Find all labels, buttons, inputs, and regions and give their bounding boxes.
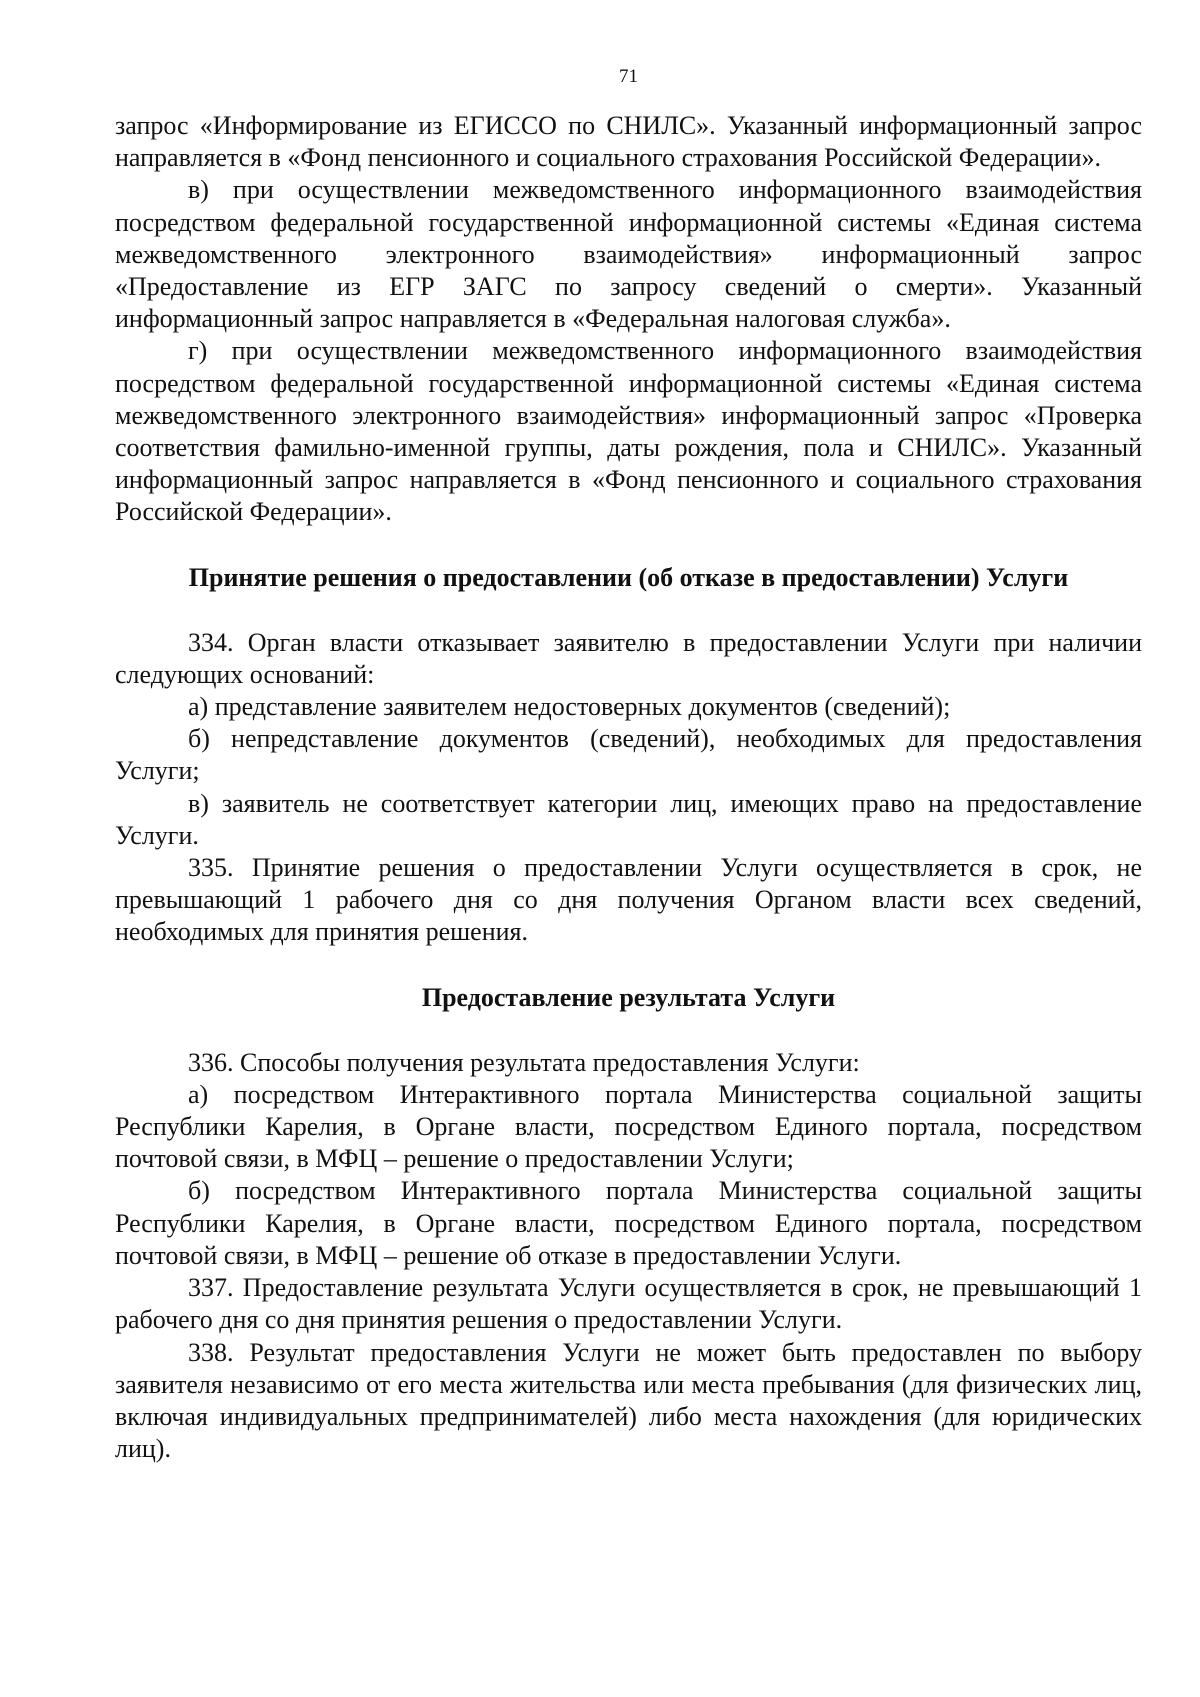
paragraph: 334. Орган власти отказывает заявителю в предоставлении Услуги при наличии следующих оснований: (115, 627, 1142, 689)
section-heading-decision: Принятие решения о предоставлении (об отказе в предоставлении) Услуги (188, 562, 1069, 592)
section-result (115, 1047, 1142, 1466)
paragraph: а) представление заявителем недостоверных документов (сведений); (188, 692, 951, 722)
paragraph: 337. Предоставление результата Услуги осуществляется в срок, не превышающий 1 рабочего дня со дня принятия решения о предоставлении Услуги. (115, 1273, 1142, 1335)
section-intro (115, 110, 1142, 529)
paragraph: 338. Результат предоставления Услуги не может быть предоставлен по выбору заявителя независимо от его места жительства или места пребывания (для физических лиц, включая индивидуальных предпринимателей) либо места нахождения (для юридических лиц). (115, 1337, 1142, 1464)
paragraph: запрос «Информирование из ЕГИССО по СНИЛС». Указанный информационный запрос направляется в «Фонд пенсионного и социального страхования Российской Федерации». (115, 111, 1142, 173)
page-number: 71 (619, 66, 638, 87)
paragraph: 335. Принятие решения о предоставлении Услуги осуществляется в срок, не превышающий 1 рабочего дня со дня получения Органом власти всех сведений, необходимых для принятия решения. (115, 853, 1142, 947)
paragraph: г) при осуществлении межведомственного информационного взаимодействия посредством федеральной государственной информационной системы «Единая система межведомственного электронного взаимодействия» информационный запрос «Проверка соответствия фамильно-именной группы, даты рождения, пола и СНИЛС». Указанный информационный запрос направляется в «Фонд пенсионного и социального страхования Российской Федерации». (115, 336, 1142, 527)
section-heading-result: Предоставление результата Услуги (421, 982, 836, 1012)
paragraph: б) непредставление документов (сведений), необходимых для предоставления Услуги; (115, 724, 1142, 786)
paragraph: в) при осуществлении межведомственного информационного взаимодействия посредством федеральной государственной информационной системы «Единая система межведомственного электронного взаимодействия» информационный запрос «Предоставление из ЕГР ЗАГС по запросу сведений о смерти». Указанный информационный запрос направляется в «Федеральная налоговая служба». (115, 175, 1142, 334)
paragraph: а) посредством Интерактивного портала Министерства социальной защиты Республики Карелия, в Органе власти, посредством Единого портала, посредством почтовой связи, в МФЦ – решение о предоставлении Услуги; (115, 1079, 1142, 1174)
paragraph: 336. Способы получения результата предоставления Услуги: (188, 1047, 860, 1077)
paragraph: б) посредством Интерактивного портала Министерства социальной защиты Республики Карелия, в Органе власти, посредством Единого портала, посредством почтовой связи, в МФЦ – решение об отказе в предоставлении Услуги. (115, 1176, 1142, 1270)
paragraph: в) заявитель не соответствует категории лиц, имеющих право на предоставление Услуги. (115, 788, 1142, 850)
section-decision (115, 627, 1142, 949)
